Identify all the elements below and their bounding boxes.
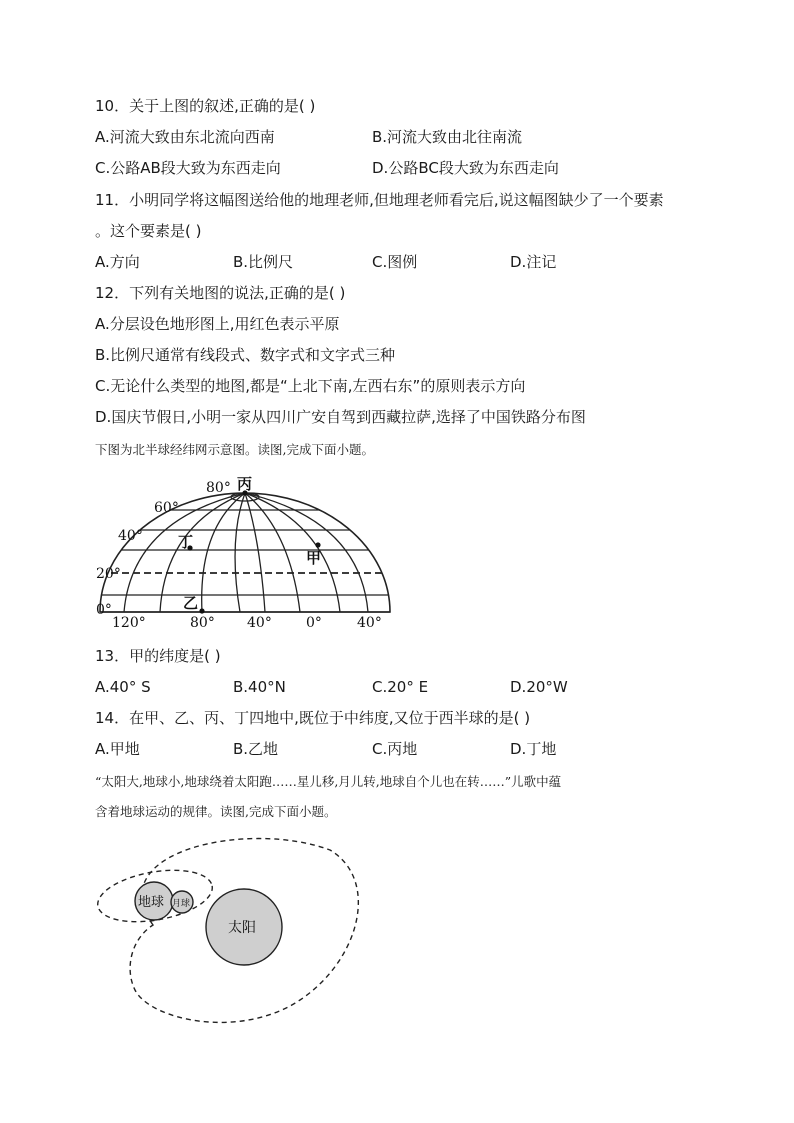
q13-option-d: D.20°W (510, 678, 568, 696)
q12-option-d: D.国庆节假日,小明一家从四川广安自驾到西藏拉萨,选择了中国铁路分布图 (95, 408, 586, 426)
graticule-map (92, 474, 392, 634)
earth-label: 地球 (138, 895, 165, 910)
q11-stem-line2: 。这个要素是( ) (95, 222, 202, 240)
q10-stem: 10．关于上图的叙述,正确的是( ) (95, 97, 316, 115)
q14-option-c: C.丙地 (372, 740, 418, 758)
point-ding-label: 丁 (178, 533, 194, 551)
lon-label-40e: 40° (357, 615, 382, 631)
q13-option-a: A.40° S (95, 678, 151, 696)
q14-stem: 14．在甲、乙、丙、丁四地中,既位于中纬度,又位于西半球的是( ) (95, 709, 531, 727)
q13-option-c: C.20° E (372, 678, 429, 696)
lat-label-60: 60° (154, 500, 179, 516)
q14-option-a: A.甲地 (95, 740, 140, 758)
lat-label-80: 80° (206, 480, 231, 496)
point-yi-dot (199, 608, 204, 613)
q12-option-b: B.比例尺通常有线段式、数字式和文字式三种 (95, 346, 396, 364)
q11-stem-line1: 11．小明同学将这幅图送给他的地理老师,但地理老师看完后,说这幅图缺少了一个要素 (95, 191, 664, 209)
lat-label-0: 0° (96, 602, 112, 618)
q14-option-b: B.乙地 (233, 740, 279, 758)
q11-option-d: D.注记 (510, 253, 557, 271)
q10-option-d: D.公路BC段大致为东西走向 (372, 159, 559, 177)
q12-stem: 12．下列有关地图的说法,正确的是( ) (95, 284, 346, 302)
q11-option-b: B.比例尺 (233, 253, 294, 271)
sun-label: 太阳 (228, 920, 256, 936)
lon-label-120: 120° (112, 615, 146, 631)
point-yi-label: 乙 (183, 594, 199, 612)
orbit-diagram (90, 836, 370, 1036)
point-jia-dot (315, 542, 320, 547)
song-intro-line1: “太阳大,地球小,地球绕着太阳跑……星儿移,月儿转,地球自个儿也在转……”儿歌中蕴 (95, 774, 562, 789)
lon-label-0: 0° (306, 615, 322, 631)
q11-option-c: C.图例 (372, 253, 418, 271)
q14-option-d: D.丁地 (510, 740, 557, 758)
lat-label-40: 40° (118, 528, 143, 544)
map-intro: 下图为北半球经纬网示意图。读图,完成下面小题。 (95, 442, 374, 457)
q13-stem: 13．甲的纬度是( ) (95, 647, 221, 665)
lon-label-40w: 40° (247, 615, 272, 631)
song-intro-line2: 含着地球运动的规律。读图,完成下面小题。 (95, 804, 337, 819)
point-jia-label: 甲 (306, 549, 322, 567)
moon-label: 月球 (172, 899, 191, 909)
q10-option-a: A.河流大致由东北流向西南 (95, 128, 275, 146)
lon-label-80: 80° (190, 615, 215, 631)
q12-option-c: C.无论什么类型的地图,都是“上北下南,左西右东”的原则表示方向 (95, 377, 526, 395)
q12-option-a: A.分层设色地形图上,用红色表示平原 (95, 315, 340, 333)
q10-option-c: C.公路AB段大致为东西走向 (95, 159, 281, 177)
q11-option-a: A.方向 (95, 253, 140, 271)
point-bing-label: 丙 (237, 475, 253, 493)
q10-option-b: B.河流大致由北往南流 (372, 128, 523, 146)
q13-option-b: B.40°N (233, 678, 286, 696)
lat-label-20: 20° (96, 566, 121, 582)
